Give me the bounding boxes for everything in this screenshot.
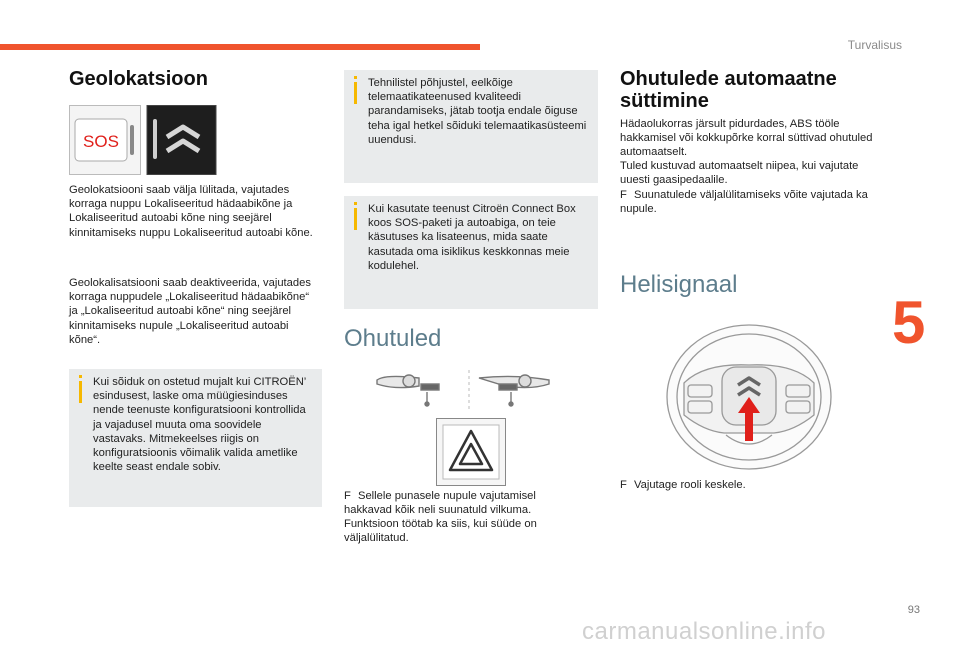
chapter-number: 5 bbox=[892, 289, 926, 356]
info-icon bbox=[354, 82, 357, 104]
auto-hazard-bullet-text: Suunatulede väljalülitamiseks võite vajutada ka nupule. bbox=[620, 189, 868, 216]
page-number: 93 bbox=[907, 604, 920, 616]
geolocation-title: Geolokatsioon bbox=[69, 68, 208, 90]
hazard-paragraph: Funktsioon töötab ka siis, kui süüde on väljalülitatud. bbox=[344, 518, 537, 545]
sos-button-illustration bbox=[69, 105, 217, 175]
auto-hazard-paragraph-2: Tuled kustuvad automaatselt niipea, kui vajutate uuesti gaasipedaalile. bbox=[620, 160, 859, 187]
horn-bullet bbox=[620, 478, 860, 492]
sos-indicator bbox=[130, 125, 134, 155]
bullet-arrow-icon: F bbox=[344, 490, 351, 502]
auto-hazard-title-line-1: Ohutulede automaatne bbox=[620, 68, 837, 90]
auto-hazard-paragraph-1: Hädaolukorras järsult pidurdades, ABS tööle hakkamisel või kokkupõrke korral süttivad ohutuled automaatselt. bbox=[620, 118, 873, 159]
indicator-lights-illustration bbox=[375, 370, 551, 410]
bullet-arrow-icon: F bbox=[620, 479, 627, 491]
info-icon bbox=[354, 208, 357, 230]
sos-label: SOS bbox=[83, 132, 119, 151]
horn-title: Helisignaal bbox=[620, 271, 738, 298]
info-box-dealer bbox=[69, 369, 322, 507]
geolocation-paragraph-1: Geolokatsiooni saab välja lülitada, vajutades korraga nuppu Lokaliseeritud hädaabikõne ja Lokaliseeritud autoabi kõne ning seejärel kinnitamiseks nuppu Lokaliseeritud autoabi kõne. bbox=[69, 184, 313, 239]
left-indicator-icon bbox=[377, 375, 439, 406]
section-label: Turvalisus bbox=[847, 38, 902, 52]
auto-hazard-title-line-2: süttimine bbox=[620, 90, 709, 112]
assistance-indicator bbox=[153, 119, 157, 159]
info-box-connect-box bbox=[344, 196, 598, 309]
steering-wheel-illustration bbox=[664, 323, 834, 473]
horn-bullet-text: Vajutage rooli keskele. bbox=[634, 479, 746, 491]
info-box-dealer-text: Kui sõiduk on ostetud mujalt kui CITROËN’ esindusest, laske oma müügiesinduses nende teenuste konfiguratsiooni kontrollida ja vajadusel muuta oma soovidele vastavaks. Mitmekeelses riigis on konfiguratsioonis võimalik valida ametlike keelte seast endale sobiv. bbox=[93, 376, 306, 474]
hazard-bullet-text: Sellele punasele nupule vajutamisel hakkavad kõik neli suunatuld vilkuma. bbox=[344, 490, 536, 517]
auto-hazard-bullet bbox=[620, 188, 882, 216]
bullet-arrow-icon: F bbox=[620, 189, 627, 201]
geolocation-paragraph-2: Geolokalisatsiooni saab deaktiveerida, vajutades korraga nuppudele „Lokaliseeritud hädaabikõne“ ja „Lokaliseeritud autoabi kõne“ ning seejärel kinnitamiseks nupule „Lokaliseeritud autoabi kõne“. bbox=[69, 277, 311, 346]
hazard-bullet bbox=[344, 489, 584, 517]
info-box-connect-box-text: Kui kasutate teenust Citroën Connect Box koos SOS-paketi ja autoabiga, on teie käsutuses ka lisateenus, mida saate kasutada oma isiklikus keskkonnas meie kodulehel. bbox=[368, 203, 576, 272]
hazard-lights-title: Ohutuled bbox=[344, 325, 442, 352]
auto-hazard-title bbox=[620, 68, 880, 112]
right-indicator-icon bbox=[479, 375, 549, 406]
watermark: carmanualsonline.info bbox=[582, 618, 826, 645]
info-icon bbox=[79, 381, 82, 403]
info-box-telematics bbox=[344, 70, 598, 183]
info-box-telematics-text: Tehnilistel põhjustel, eelkõige telemaatikateenused kvaliteedi parandamiseks, jätab tootja endale õiguse teha igal hetkel sõiduki telemaatikasüsteemi uuendusi. bbox=[368, 77, 587, 146]
hazard-button-illustration bbox=[436, 418, 506, 486]
header-accent-bar bbox=[0, 44, 480, 50]
